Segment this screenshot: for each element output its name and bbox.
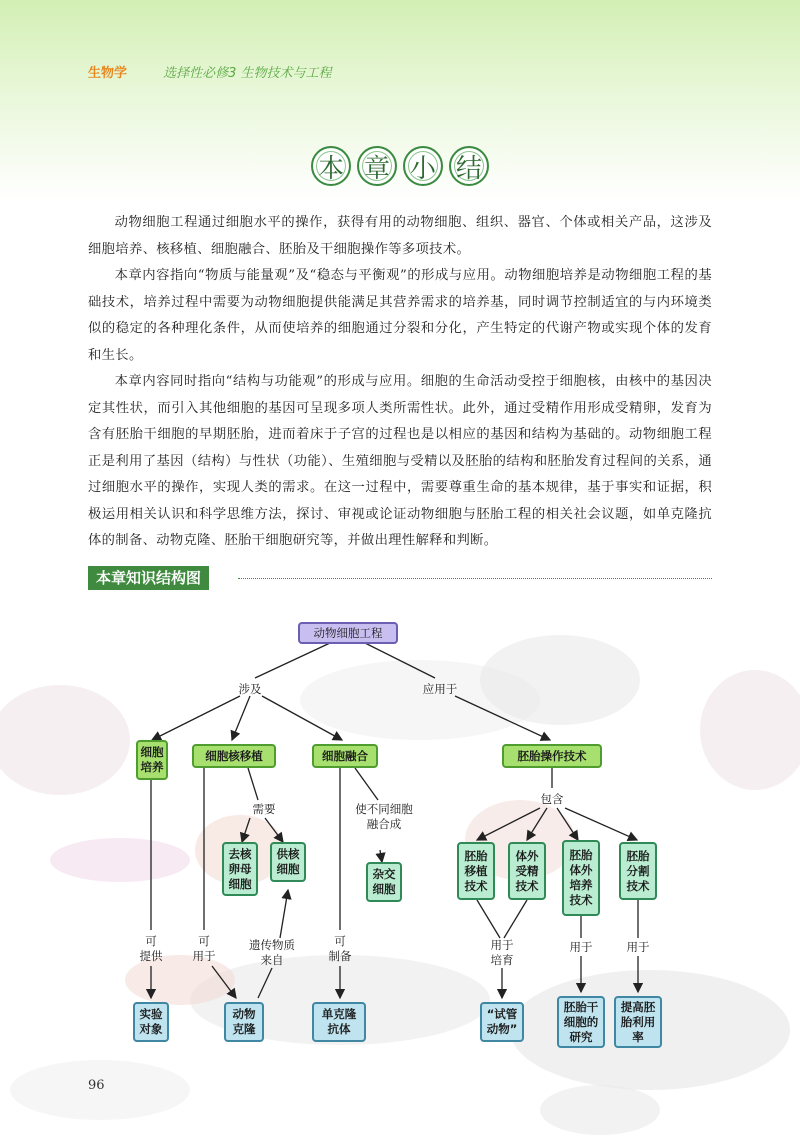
edge-label-fuse-into: 使不同细胞 融合成: [355, 802, 413, 831]
node-nuclear-transfer: 细胞核移植: [192, 744, 276, 768]
edge-label-can-be-used: 可 用于: [192, 934, 216, 963]
node-monoclonal-antibody: 单克隆 抗体: [312, 1002, 366, 1042]
section-divider: [238, 578, 712, 579]
paragraph: 本章内容同时指向“结构与功能观”的形成与应用。细胞的生命活动受控于细胞核，由核中的基因决定其性状，而引入其他细胞的基因可呈现多项人类所需性状。此外，通过受精作用形成受精卵，发育为含有胚胎干细胞的早期胚胎，进而着床于子宫的过程也是以相应的基因和结构为基础的。动物细胞工程正是利用了基因（结构）与性状（功能）、生殖细胞与受精以及胚胎的结构和胚胎发育过程间的关系，通过细胞水平的操作，实现人类的需求。在这一过程中，需要尊重生命的基本规律，基于事实和证据，积极运用相关认识和科学思维方法，探讨、审视或论证动物细胞与胚胎工程的相关社会议题，如单克隆抗体的制备、动物克隆、胚胎干细胞研究等，并做出理性解释和判断。: [88, 374, 712, 548]
edge-label-needs: 需要: [252, 802, 276, 816]
edge-label-can-prepare: 可 制备: [328, 934, 352, 963]
node-embryo-splitting: 胚胎 分割 技术: [619, 842, 657, 900]
node-embryonic-stem-cell-research: 胚胎干 细胞的 研究: [557, 996, 605, 1048]
edge-label-can-provide: 可 提供: [139, 934, 163, 963]
node-embryo-technology: 胚胎操作技术: [502, 744, 602, 768]
node-hybrid-cell: 杂交 细胞: [366, 862, 402, 902]
title-char: 小: [403, 146, 443, 186]
running-header: [88, 62, 332, 81]
subject-label: 生物学: [88, 66, 128, 81]
title-char: 章: [357, 146, 397, 186]
edge-label-applied-to: 应用于: [422, 682, 458, 696]
title-char: 本: [311, 146, 351, 186]
title-char: 结: [449, 146, 489, 186]
volume-label: 选择性必修3 生物技术与工程: [163, 66, 332, 81]
node-cell-culture: 细胞 培养: [136, 740, 168, 780]
edge-label-used-for: 用于: [569, 940, 593, 954]
knowledge-structure-diagram: [0, 600, 800, 1060]
node-in-vitro-fertilization: 体外 受精 技术: [508, 842, 546, 900]
node-improve-embryo-utilization: 提高胚 胎利用 率: [614, 996, 662, 1048]
node-animal-cell-engineering: 动物细胞工程: [298, 622, 398, 644]
node-embryo-transfer: 胚胎 移植 技术: [457, 842, 495, 900]
node-animal-clone: 动物 克隆: [224, 1002, 264, 1042]
paragraph: 动物细胞工程通过细胞水平的操作，获得有用的动物细胞、组织、器官、个体或相关产品，这涉及细胞培养、核移植、细胞融合、胚胎及干细胞操作等多项技术。: [88, 215, 712, 257]
node-embryo-in-vitro-culture: 胚胎 体外 培养 技术: [562, 840, 600, 916]
edge-label-includes: 包含: [540, 792, 564, 806]
node-experiment-subject: 实验 对象: [133, 1002, 169, 1042]
page-number: 96: [88, 1078, 105, 1093]
edge-label-used-to-breed: 用于 培育: [490, 938, 514, 967]
section-title: 本章知识结构图: [88, 566, 209, 590]
paragraph: 本章内容指向“物质与能量观”及“稳态与平衡观”的形成与应用。动物细胞培养是动物细胞工程的基础技术，培养过程中需要为动物细胞提供能满足其营养需求的培养基，同时调节控制适宜的与内环境类似的稳定的各种理化条件，从而使培养的细胞通过分裂和分化，产生特定的代谢产物或实现个体的发育和生长。: [88, 268, 712, 363]
node-donor-cell: 供核 细胞: [270, 842, 306, 882]
node-enucleated-oocyte: 去核 卵母 细胞: [222, 842, 258, 896]
edge-label-genetic-material-from: 遗传物质 来自: [249, 938, 295, 967]
node-test-tube-animal: “试管 动物”: [480, 1002, 524, 1042]
section-heading: [88, 566, 712, 590]
node-cell-fusion: 细胞融合: [312, 744, 378, 768]
edge-label-involves: 涉及: [238, 682, 262, 696]
summary-text: [88, 210, 712, 555]
chapter-title: [0, 146, 800, 186]
edge-label-used-for: 用于: [626, 940, 650, 954]
